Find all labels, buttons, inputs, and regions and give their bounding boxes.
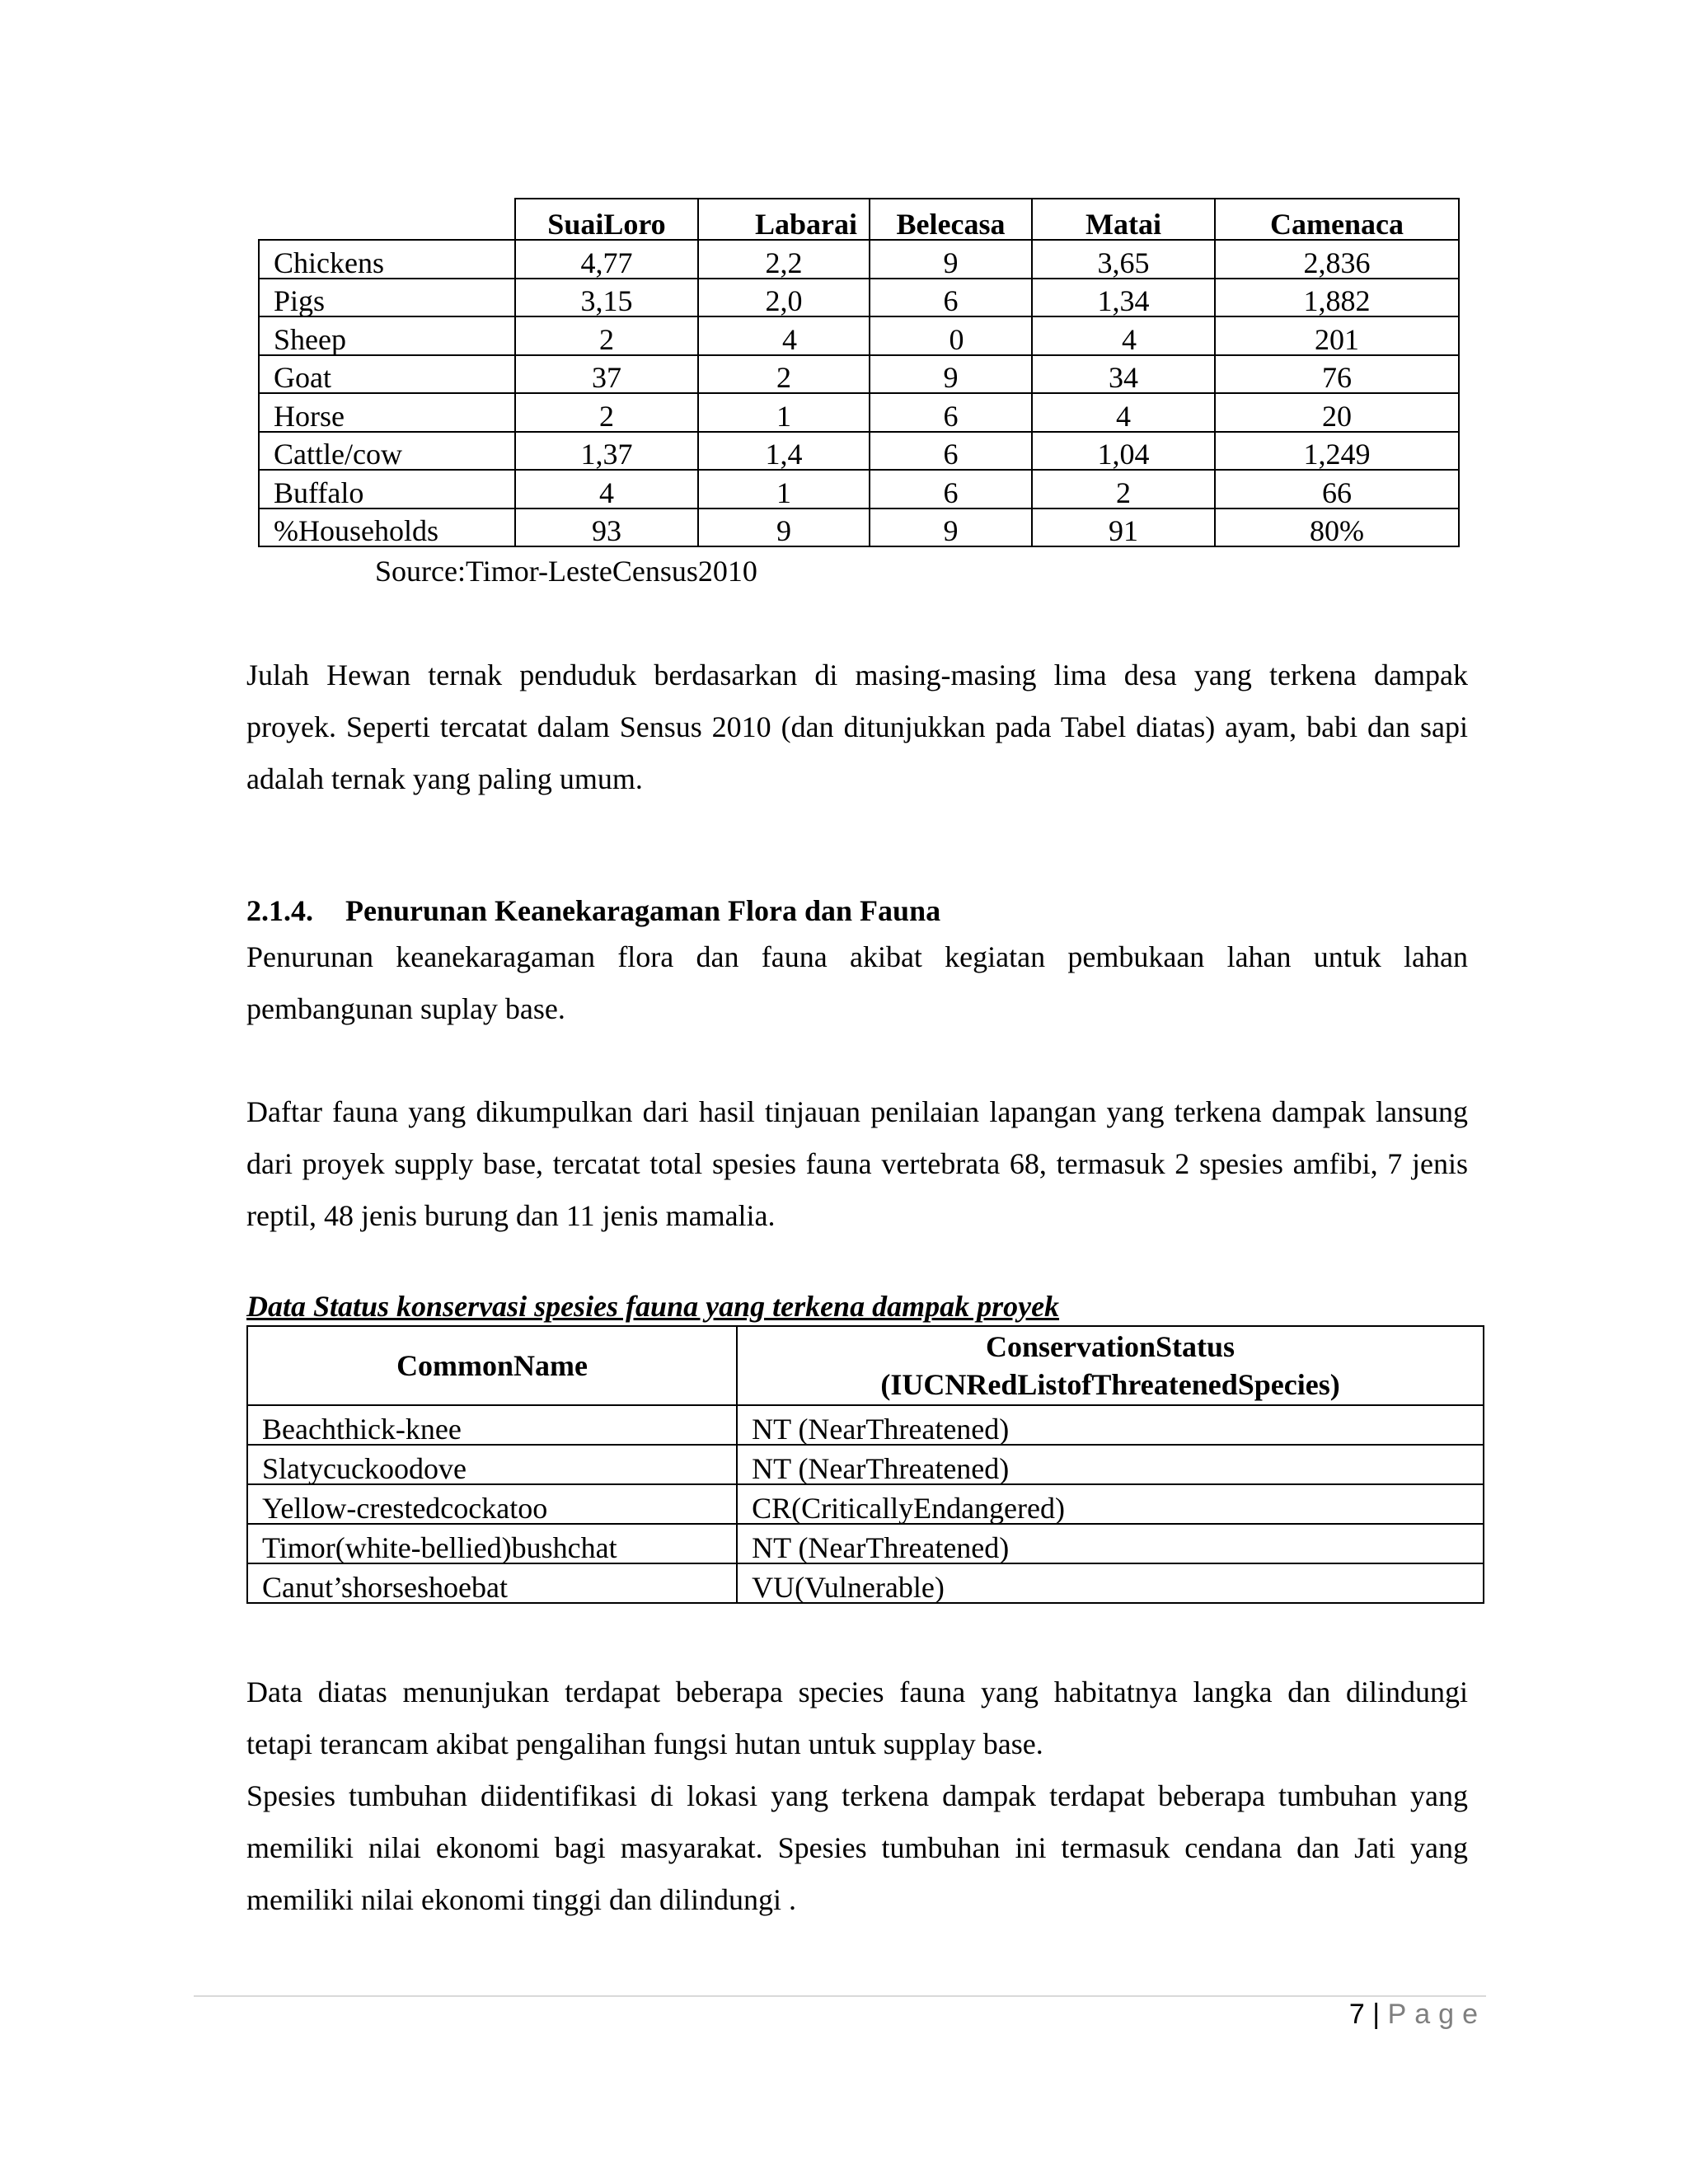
livestock-cell: 1,249 xyxy=(1215,432,1459,471)
section-number: 2.1.4. xyxy=(246,894,313,927)
livestock-row-label: Sheep xyxy=(259,316,515,355)
livestock-cell: 4 xyxy=(515,470,698,509)
conservation-header-line: (IUCNRedListofThreatenedSpecies) xyxy=(880,1368,1340,1401)
conservation-col-header-name: CommonName xyxy=(247,1326,737,1405)
livestock-cell: 1,04 xyxy=(1032,432,1215,471)
livestock-cell: 37 xyxy=(515,355,698,394)
livestock-col-header: Camenaca xyxy=(1215,199,1459,240)
livestock-cell: 2,0 xyxy=(698,279,870,317)
livestock-cell: 1,882 xyxy=(1215,279,1459,317)
livestock-cell: 6 xyxy=(870,393,1032,432)
livestock-cell: 9 xyxy=(870,355,1032,394)
table-row xyxy=(259,470,1459,509)
livestock-cell: 9 xyxy=(870,240,1032,279)
livestock-col-header: Matai xyxy=(1032,199,1215,240)
section-heading xyxy=(246,893,940,928)
livestock-cell: 3,65 xyxy=(1032,240,1215,279)
paragraph-livestock-summary xyxy=(246,649,1468,805)
footer-divider xyxy=(194,1995,1486,1997)
livestock-cell: 91 xyxy=(1032,509,1215,547)
table-row xyxy=(247,1563,1484,1603)
livestock-row-label: Goat xyxy=(259,355,515,394)
conservation-table-caption: Data Status konservasi spesies fauna yang terkena dampak proyek xyxy=(246,1290,1060,1323)
paragraph-line: Spesies tumbuhan diidentifikasi di lokasi yang terkena dampak terdapat beberapa tumbuhan yang xyxy=(246,1779,1468,1812)
livestock-cell: 4,77 xyxy=(515,240,698,279)
livestock-row-label: Cattle/cow xyxy=(259,432,515,471)
conservation-header-line: ConservationStatus xyxy=(986,1330,1236,1363)
livestock-row-label: %Households xyxy=(259,509,515,547)
livestock-cell: 66 xyxy=(1215,470,1459,509)
table-row xyxy=(259,393,1459,432)
table-row xyxy=(247,1524,1484,1563)
livestock-row-label: Pigs xyxy=(259,279,515,317)
species-status: VU(Vulnerable) xyxy=(737,1563,1484,1603)
page-label: Page xyxy=(1387,1999,1486,2030)
livestock-cell: 80% xyxy=(1215,509,1459,547)
paragraph-line: reptil, 48 jenis burung dan 11 jenis mamalia. xyxy=(246,1199,776,1232)
livestock-cell: 2 xyxy=(1032,470,1215,509)
paragraph-line: memiliki nilai ekonomi bagi masyarakat. Spesies tumbuhan ini termasuk cendana dan Jati yang xyxy=(246,1831,1468,1864)
page-number-separator: | xyxy=(1372,1999,1381,2030)
livestock-cell: 0 xyxy=(870,316,1032,355)
paragraph-biodiversity-decline xyxy=(246,931,1468,1035)
paragraph-line: memiliki nilai ekonomi tinggi dan dilindungi . xyxy=(246,1883,796,1916)
livestock-cell: 201 xyxy=(1215,316,1459,355)
species-status: CR(CriticallyEndangered) xyxy=(737,1484,1484,1524)
conservation-col-header-status xyxy=(737,1326,1484,1405)
livestock-cell: 1,37 xyxy=(515,432,698,471)
livestock-cell: 76 xyxy=(1215,355,1459,394)
species-status: NT (NearThreatened) xyxy=(737,1524,1484,1563)
page-number-value: 7 xyxy=(1348,1999,1365,2030)
livestock-cell: 2 xyxy=(515,316,698,355)
species-name: Yellow-crestedcockatoo xyxy=(247,1484,737,1524)
livestock-cell: 1,34 xyxy=(1032,279,1215,317)
livestock-row-label: Chickens xyxy=(259,240,515,279)
livestock-cell: 6 xyxy=(870,432,1032,471)
livestock-cell: 93 xyxy=(515,509,698,547)
livestock-cell: 2 xyxy=(698,355,870,394)
species-name: Timor(white-bellied)bushchat xyxy=(247,1524,737,1563)
paragraph-line: adalah ternak yang paling umum. xyxy=(246,762,643,795)
livestock-cell: 2 xyxy=(515,393,698,432)
livestock-cell: 1,4 xyxy=(698,432,870,471)
table-row xyxy=(259,279,1459,317)
table-row xyxy=(259,316,1459,355)
livestock-corner-cell xyxy=(259,199,515,240)
table-row xyxy=(247,1405,1484,1445)
livestock-row-label: Buffalo xyxy=(259,470,515,509)
livestock-cell: 20 xyxy=(1215,393,1459,432)
livestock-cell: 1 xyxy=(698,470,870,509)
species-name: Slatycuckoodove xyxy=(247,1445,737,1484)
table-row xyxy=(259,432,1459,471)
livestock-cell: 2,836 xyxy=(1215,240,1459,279)
paragraph-line: tetapi terancam akibat pengalihan fungsi hutan untuk supplay base. xyxy=(246,1727,1043,1760)
paragraph-line: pembangunan suplay base. xyxy=(246,992,565,1025)
table-source-note: Source:Timor-LesteCensus2010 xyxy=(375,555,757,588)
livestock-col-header: Labarai xyxy=(698,199,870,240)
livestock-col-header: Belecasa xyxy=(870,199,1032,240)
livestock-cell: 3,15 xyxy=(515,279,698,317)
livestock-cell: 9 xyxy=(870,509,1032,547)
paragraph-line: proyek. Seperti tercatat dalam Sensus 2010 (dan ditunjukkan pada Tabel diatas) ayam, babi dan sapi xyxy=(246,710,1468,743)
livestock-cell: 4 xyxy=(1032,393,1215,432)
livestock-cell: 1 xyxy=(698,393,870,432)
livestock-header-row xyxy=(259,199,1459,240)
paragraph-line: Penurunan keanekaragaman flora dan fauna akibat kegiatan pembukaan lahan untuk lahan xyxy=(246,940,1468,973)
paragraph-fauna-list xyxy=(246,1086,1468,1242)
table-row xyxy=(247,1484,1484,1524)
species-status: NT (NearThreatened) xyxy=(737,1445,1484,1484)
paragraph-line: Data diatas menunjukan terdapat beberapa species fauna yang habitatnya langka dan dilindungi xyxy=(246,1675,1468,1708)
table-row xyxy=(247,1445,1484,1484)
paragraph-line: Julah Hewan ternak penduduk berdasarkan di masing-masing lima desa yang terkena dampak xyxy=(246,658,1468,691)
species-name: Canut’shorseshoebat xyxy=(247,1563,737,1603)
conservation-table xyxy=(246,1325,1484,1604)
livestock-row-label: Horse xyxy=(259,393,515,432)
livestock-cell: 4 xyxy=(1032,316,1215,355)
paragraph-line: dari proyek supply base, tercatat total spesies fauna vertebrata 68, termasuk 2 spesies amfibi, 7 jenis xyxy=(246,1147,1468,1180)
table-row xyxy=(259,355,1459,394)
species-name: Beachthick-knee xyxy=(247,1405,737,1445)
livestock-col-header: SuaiLoro xyxy=(515,199,698,240)
livestock-cell: 9 xyxy=(698,509,870,547)
paragraph-conclusion xyxy=(246,1666,1468,1926)
livestock-cell: 6 xyxy=(870,279,1032,317)
page-number xyxy=(1349,1999,1486,2031)
livestock-cell: 4 xyxy=(698,316,870,355)
section-title: Penurunan Keanekaragaman Flora dan Fauna xyxy=(345,894,941,927)
table-row xyxy=(259,509,1459,547)
conservation-header-row xyxy=(247,1326,1484,1405)
livestock-table xyxy=(258,198,1460,547)
livestock-cell: 34 xyxy=(1032,355,1215,394)
species-status: NT (NearThreatened) xyxy=(737,1405,1484,1445)
livestock-cell: 2,2 xyxy=(698,240,870,279)
livestock-cell: 6 xyxy=(870,470,1032,509)
table-row xyxy=(259,240,1459,279)
paragraph-line: Daftar fauna yang dikumpulkan dari hasil tinjauan penilaian lapangan yang terkena dampak lansung xyxy=(246,1095,1468,1128)
